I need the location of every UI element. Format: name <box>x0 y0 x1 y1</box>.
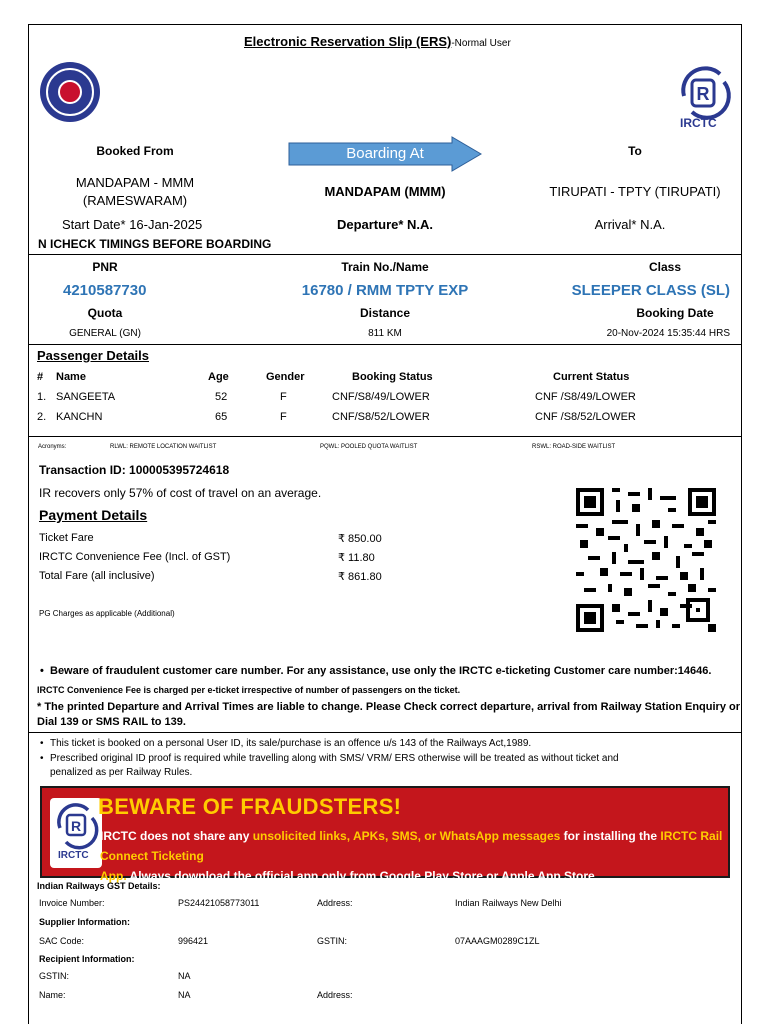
from-station-line1: MANDAPAM - MMM <box>75 175 195 190</box>
boarding-station: MANDAPAM (MMM) <box>324 184 446 199</box>
passenger-booking-status: CNF/S8/52/LOWER <box>332 411 430 423</box>
irctc-banner-logo-graphic <box>50 798 102 850</box>
address-value: Indian Railways New Delhi <box>455 898 562 908</box>
recipient-name-label: Name: <box>39 990 66 1000</box>
indian-railways-logo-icon <box>40 62 100 122</box>
gst-title: Indian Railways GST Details: <box>37 881 161 891</box>
quota-value: GENERAL (GN) <box>69 328 141 339</box>
qr-code-icon <box>576 488 716 632</box>
col-name: Name <box>56 371 86 383</box>
passenger-name: SANGEETA <box>56 391 116 403</box>
from-station-line2: (RAMESWARAM) <box>82 193 188 208</box>
fraud-warning-banner <box>40 786 730 883</box>
divider <box>28 344 742 345</box>
start-date: Start Date* 16-Jan-2025 <box>62 217 203 232</box>
passenger-gender: F <box>280 391 287 403</box>
booking-date-label: Booking Date <box>636 306 714 320</box>
irctc-logo-icon <box>670 56 734 130</box>
ticket-fare-label: Ticket Fare <box>39 532 94 544</box>
train-value: 16780 / RMM TPTY EXP <box>301 282 469 299</box>
svg-text:R: R <box>696 84 710 104</box>
acronym-pqwl: PQWL: POOLED QUOTA WAITLIST <box>320 444 418 450</box>
train-label: Train No./Name <box>341 260 429 274</box>
payment-details-title: Payment Details <box>39 507 148 523</box>
booked-from-label: Booked From <box>96 144 174 158</box>
transaction-id: Transaction ID: 100005395724618 <box>39 463 230 477</box>
class-label: Class <box>648 260 682 274</box>
row-num: 1. <box>37 391 47 403</box>
passenger-booking-status: CNF/S8/49/LOWER <box>332 391 430 403</box>
rule-id-proof-line1: • Prescribed original ID proof is required while travelling along with SMS/ VRM/ ERS otherwise will be treated as without ticket and <box>50 753 619 764</box>
banner-text-highlight: unsolicited links, APKs, SMS, or WhatsApp messages <box>252 829 561 843</box>
sac-value: 996421 <box>178 936 209 946</box>
passenger-gender: F <box>280 411 287 423</box>
divider <box>28 732 742 733</box>
supplier-label: Supplier Information: <box>39 917 130 927</box>
passenger-current-status: CNF /S8/49/LOWER <box>535 391 636 403</box>
recovery-note: IR recovers only 57% of cost of travel on an average. <box>39 486 322 500</box>
irctc-logo-text: IRCTC <box>680 116 717 130</box>
pnr-label: PNR <box>92 260 118 274</box>
total-fare-value: ₹ 861.80 <box>338 571 382 583</box>
class-value: SLEEPER CLASS (SL) <box>571 282 730 299</box>
convenience-fee-value: ₹ 11.80 <box>338 552 375 564</box>
recipient-gstin-label: GSTIN: <box>39 971 70 981</box>
passenger-age: 52 <box>215 391 228 403</box>
acronyms-label: Acronyms: <box>38 444 67 450</box>
times-notice-line2: Dial 139 or SMS RAIL to 139. <box>37 716 186 728</box>
address-label: Address: <box>317 898 353 908</box>
col-booking-status: Booking Status <box>352 371 433 383</box>
convenience-fee-notice: IRCTC Convenience Fee is charged per e-ticket irrespective of number of passengers on the ticket. <box>37 685 461 695</box>
quota-label: Quota <box>87 306 123 320</box>
col-num: # <box>37 371 44 383</box>
boarding-at-label: Boarding At <box>346 145 424 162</box>
acronym-rswl: RSWL: ROAD-SIDE WAITLIST <box>532 444 616 450</box>
page-title: Electronic Reservation Slip (ERS) <box>244 34 452 49</box>
logo-core <box>58 80 82 104</box>
irctc-banner-logo-icon <box>50 798 102 868</box>
banner-text-highlight: IRCTC Rail Connect Ticketing <box>100 829 723 863</box>
recipient-address-label: Address: <box>317 990 353 1000</box>
pg-charges-note: PG Charges as applicable (Additional) <box>39 609 175 618</box>
departure-time: Departure* N.A. <box>336 217 434 232</box>
svg-text:R: R <box>70 818 82 834</box>
invoice-value: PS24421058773011 <box>178 898 260 908</box>
pnr-value: 4210587730 <box>63 282 147 299</box>
passenger-age: 65 <box>215 411 228 423</box>
gstin-label: GSTIN: <box>317 936 348 946</box>
to-station: TIRUPATI - TPTY (TIRUPATI) <box>549 184 721 199</box>
booking-date-value: 20-Nov-2024 15:35:44 HRS <box>606 328 730 339</box>
banner-text-highlight: App. <box>100 869 127 883</box>
arrival-time: Arrival* N.A. <box>594 217 666 232</box>
rule-personal-id: • This ticket is booked on a personal User ID, its sale/purchase is an offence u/s 143 of the Railways Act,1989. <box>50 738 531 749</box>
gstin-value: 07AAAGM0289C1ZL <box>455 936 540 946</box>
rule-id-proof-line2: penalized as per Railway Rules. <box>50 767 193 778</box>
banner-title: BEWARE OF FRAUDSTERS! <box>98 794 402 819</box>
banner-text-part: IRCTC does not share any <box>100 829 253 843</box>
check-timings-note: N ICHECK TIMINGS BEFORE BOARDING <box>38 237 272 251</box>
invoice-label: Invoice Number: <box>39 898 105 908</box>
recipient-name-value: NA <box>178 990 191 1000</box>
row-num: 2. <box>37 411 47 423</box>
distance-value: 811 KM <box>368 328 402 339</box>
page-title-suffix: -Normal User <box>451 38 511 49</box>
acronym-rlwl: RLWL: REMOTE LOCATION WAITLIST <box>110 444 217 450</box>
recipient-label: Recipient Information: <box>39 954 135 964</box>
banner-text-part: Always download the official app only from Google Play Store or Apple App Store. <box>126 869 599 883</box>
passenger-name: KANCHN <box>56 411 103 423</box>
divider <box>28 254 742 255</box>
passenger-current-status: CNF /S8/52/LOWER <box>535 411 636 423</box>
convenience-fee-label: IRCTC Convenience Fee (Incl. of GST) <box>39 551 231 563</box>
fraud-notice: • Beware of fraudulent customer care number. For any assistance, use only the IRCTC e-ticketing Customer care number:14646. <box>50 665 711 677</box>
to-label: To <box>628 144 642 158</box>
col-age: Age <box>208 371 229 383</box>
ticket-fare-value: ₹ 850.00 <box>338 533 382 545</box>
times-notice-line1: * The printed Departure and Arrival Times are liable to change. Please Check correct departure, arrival from Railway Station Enquiry or <box>37 701 741 713</box>
ers-header <box>244 34 511 49</box>
distance-label: Distance <box>359 306 411 320</box>
col-gender: Gender <box>266 371 305 383</box>
divider <box>28 436 742 437</box>
passenger-details-title: Passenger Details <box>37 348 150 363</box>
banner-logo-text: IRCTC <box>58 850 89 861</box>
banner-text <box>100 826 728 886</box>
col-current-status: Current Status <box>553 371 630 383</box>
banner-text-part: for installing the <box>560 829 661 843</box>
recipient-gstin-value: NA <box>178 971 191 981</box>
total-fare-label: Total Fare (all inclusive) <box>39 570 155 582</box>
sac-label: SAC Code: <box>39 936 85 946</box>
